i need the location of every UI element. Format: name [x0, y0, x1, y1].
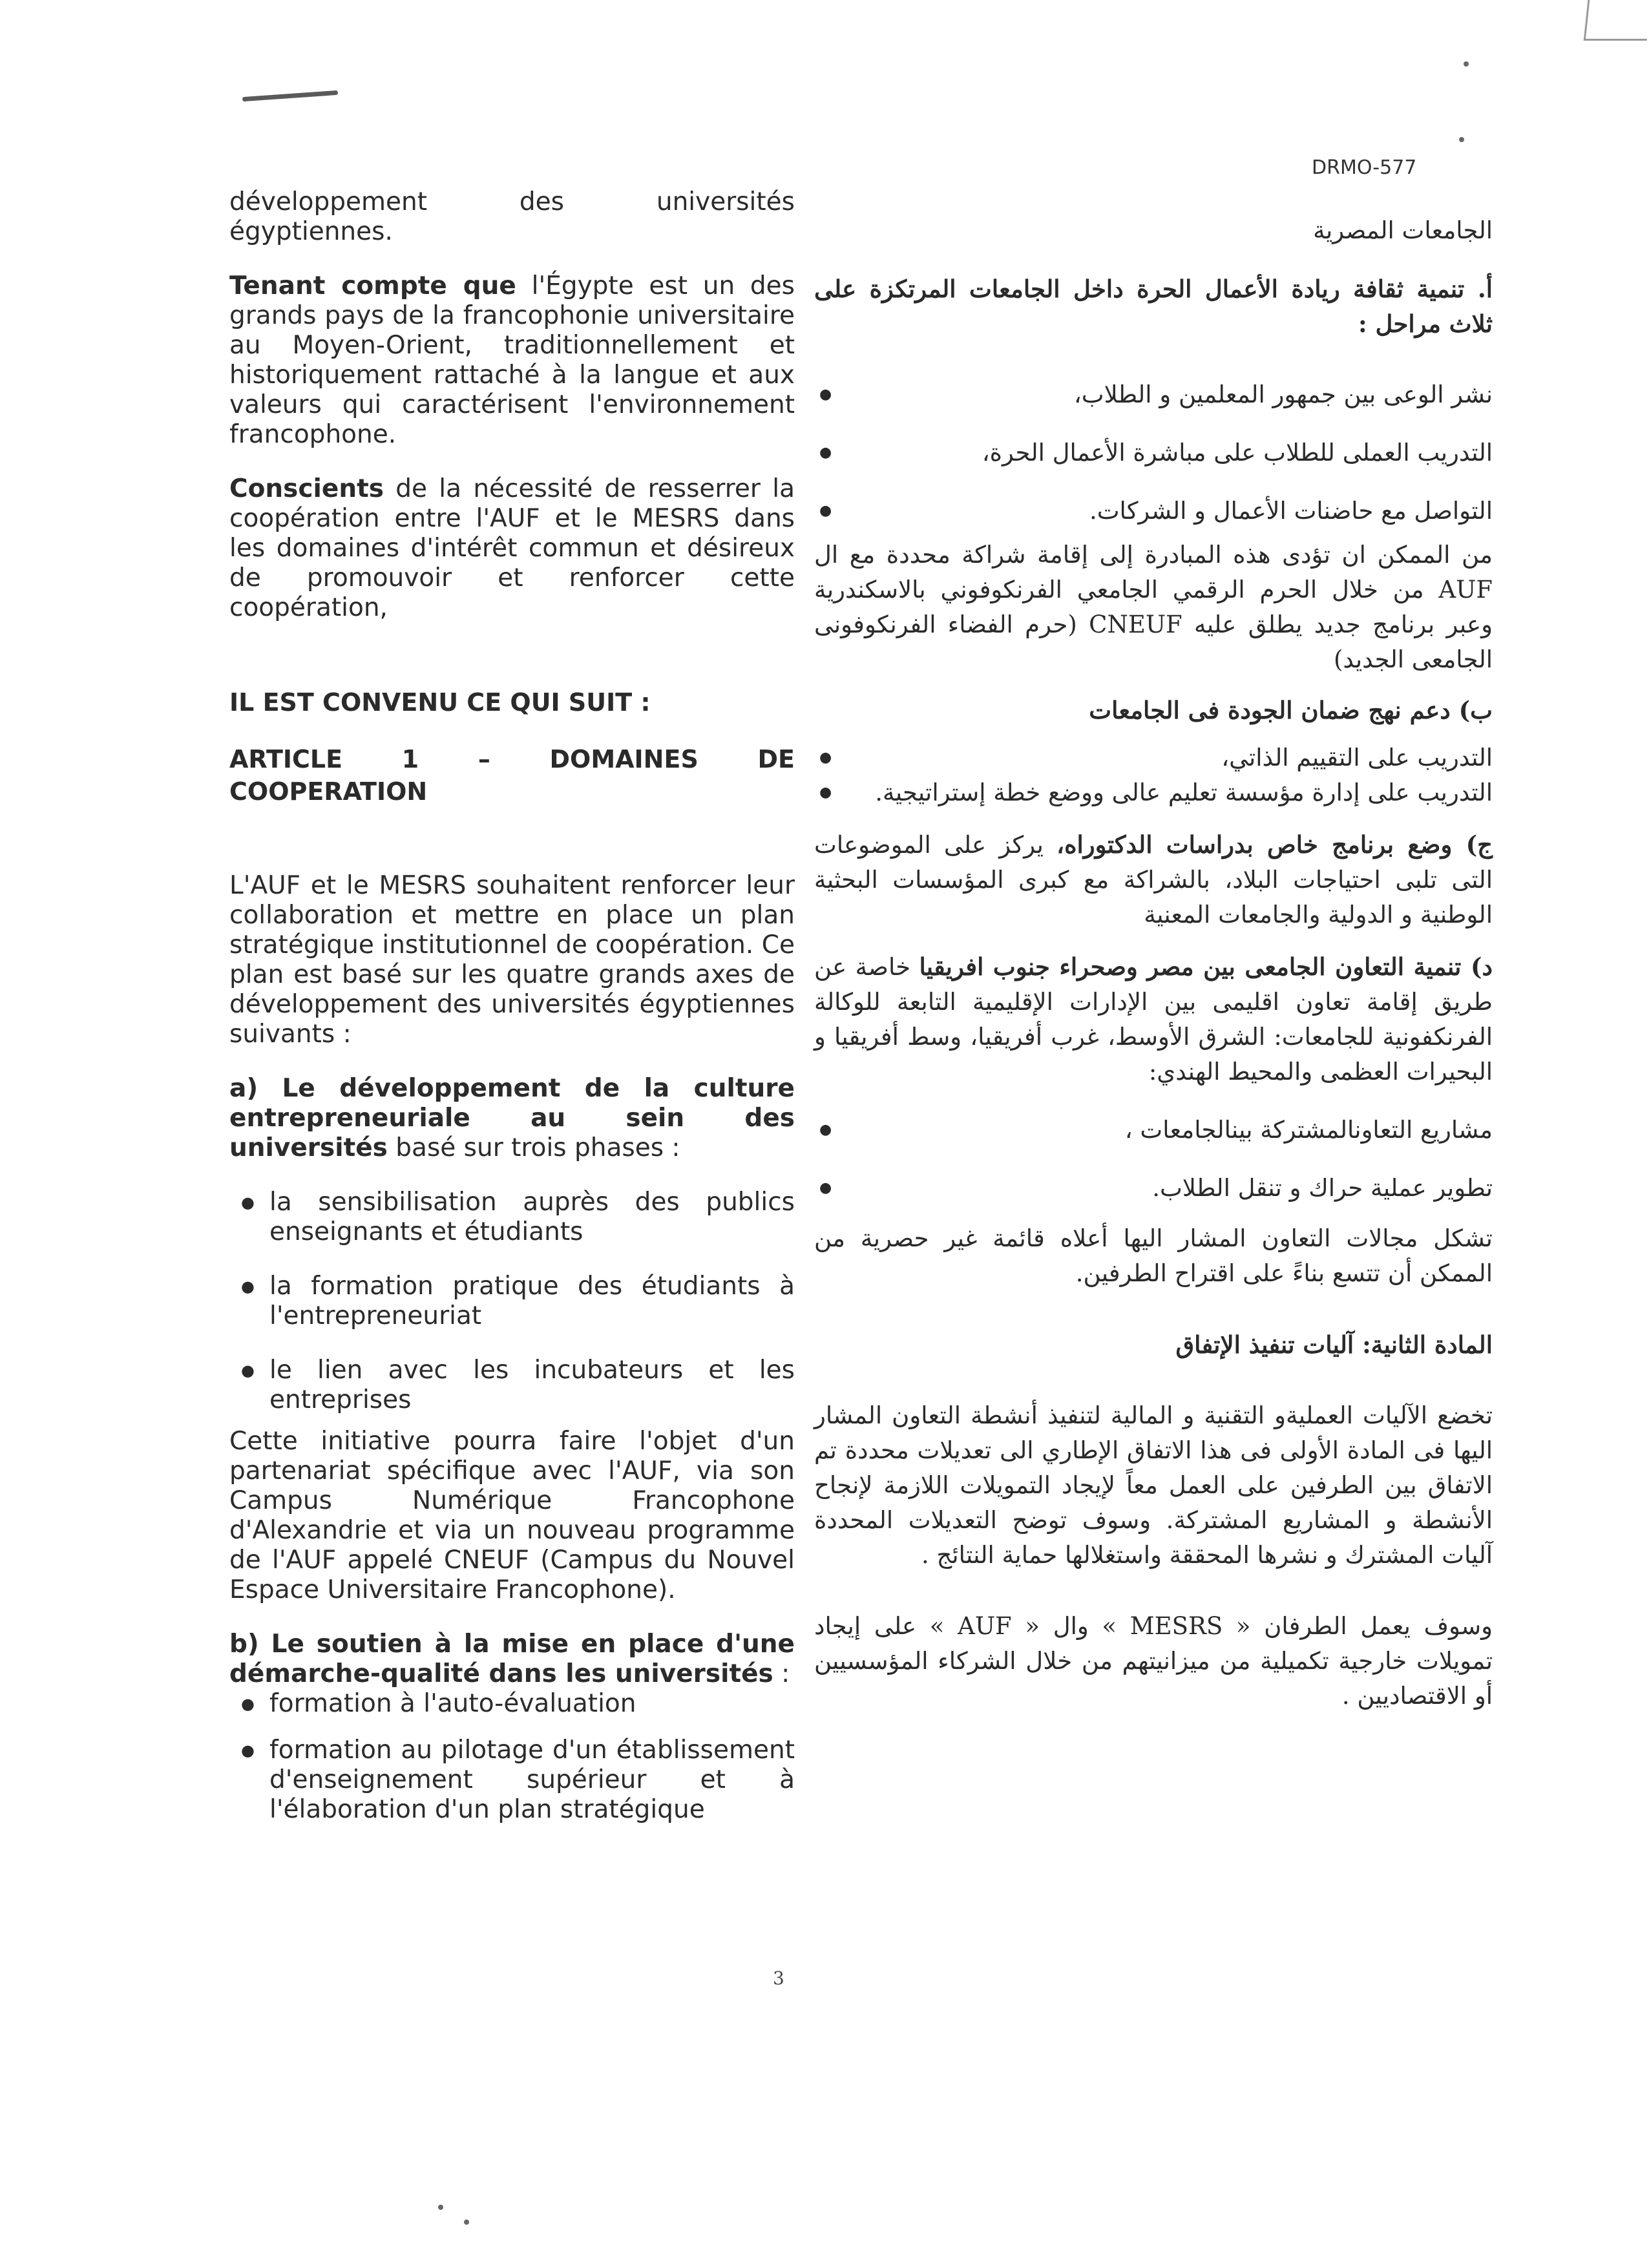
article-1-heading: ARTICLE 1 – DOMAINES DE	[229, 745, 795, 773]
axis-dal-paragraph: د) تنمية التعاون الجامعى بين مصر وصحراء جنوب افريقيا خاصة عن طريق إقامة تعاون اقليمى بين الإدارات الإقليمية التابعة للوكالة الفرنكفونية للجامعات: الشرق الأوسط، غرب أفريقيا، وسط أفريقيا و البحيرات العظمى والمحيط الهندي:	[814, 952, 1493, 1086]
list-item: ● le lien avec les incubateurs et les entreprises	[241, 1356, 795, 1414]
lead-phrase: Conscients	[229, 474, 384, 503]
page-number: 3	[773, 1968, 784, 1989]
scan-speck	[1464, 61, 1469, 67]
list-item: التدريب على إدارة مؤسسة تعليم عالى ووضع خطة إستراتيجية. ●	[819, 779, 1493, 806]
list-item: مشاريع التعاونالمشتركة بينالجامعات ، ●	[819, 1116, 1493, 1144]
scan-speck	[464, 2220, 469, 2225]
axis-a-heading: a) Le développement de la culture entrepreneuriale au sein des universités basé sur trois phases :	[229, 1074, 795, 1162]
list-item: نشر الوعى بين جمهور المعلمين و الطلاب، ●	[819, 381, 1493, 408]
list-item: ● formation à l'auto-évaluation	[241, 1689, 636, 1718]
article-1-heading-cont: COOPERATION	[229, 777, 428, 806]
list-item: ● la formation pratique des étudiants à l'entrepreneuriat	[241, 1272, 795, 1330]
scan-corner-shadow	[1584, 0, 1649, 41]
paragraph-mechanisms-ar: تخضع الآليات العمليةو التقنية و المالية لتنفيذ أنشطة التعاون المشار اليها فى المادة الأولى فى هذا الاتفاق الإطاري الى تعديلات محددة تم الاتفاق بين الطرفين على العمل معاً لإيجاد التمويلات اللازمة لإنجاح الأنشطة و المشاريع المشتركة. وسوف توضح التعديلات المحددة آليات المشترك و نشرها المحققة واستغلالها حماية النتائج .	[814, 1402, 1493, 1569]
paragraph-continuation-ar: الجامعات المصرية	[1313, 216, 1493, 244]
paragraph-initiative-ar: من الممكن ان تؤدى هذه المبادرة إلى إقامة شراكة محددة مع ال AUF من خلال الحرم الرقمي الجامعي الفرنكوفوني بالاسكندرية وعبر برنامج جديد يطلق عليه CNEUF (حرم الفضاء الفرنكوفونى الجامعى الجديد)	[814, 541, 1493, 673]
axis-alef-heading: أ. تنمية ثقافة ريادة الأعمال الحرة داخل الجامعات المرتكزة على ثلاث مراحل :	[814, 275, 1493, 338]
list-item: التدريب على التقييم الذاتي، ●	[819, 744, 1493, 772]
axis-ba-heading: ب) دعم نهج ضمان الجودة فى الجامعات	[1089, 696, 1493, 724]
french-column	[229, 187, 795, 1825]
paragraph-considering: Tenant compte que l'Égypte est un des grands pays de la francophonie universitaire au Moyen-Orient, traditionnellement et historiquement rattaché à la langue et aux valeurs qui caractérisent l'environnement francophone.	[229, 271, 795, 449]
arabic-column	[814, 213, 1493, 1714]
agreement-heading: IL EST CONVENU CE QUI SUIT :	[229, 688, 651, 717]
axis-jim-paragraph: ج) وضع برنامج خاص بدراسات الدكتوراه، يركز على الموضوعات التى تلبى احتياجات البلاد، بالشراكة مع كبرى المؤسسات البحثية الوطنية و الدولية والجامعات المعنية	[814, 830, 1493, 929]
list-item: ● la sensibilisation auprès des publics enseignants et étudiants	[241, 1188, 795, 1246]
paragraph-conscious: Conscients de la nécessité de resserrer la coopération entre l'AUF et le MESRS dans les domaines d'intérêt commun et désireux de promouvoir et renforcer cette coopération,	[229, 474, 795, 622]
paragraph-plan: L'AUF et le MESRS souhaitent renforcer leur collaboration et mettre en place un plan stratégique institutionnel de coopération. Ce plan est basé sur les quatre grands axes de développement des universités égyptiennes suivants :	[229, 871, 795, 1049]
paragraph-continuation: développement des universités égyptiennes.	[229, 187, 795, 246]
list-item: التدريب العملى للطلاب على مباشرة الأعمال الحرة، ●	[819, 439, 1493, 467]
paragraph-initiative: Cette initiative pourra faire l'objet d'un partenariat spécifique avec l'AUF, via son Campus Numérique Francophone d'Alexandrie et via un nouveau programme de l'AUF appelé CNEUF (Campus du Nouvel Espace Universitaire Francophone).	[229, 1427, 795, 1604]
paragraph-scope-ar: تشكل مجالات التعاون المشار اليها أعلاه قائمة غير حصرية من الممكن أن تتسع بناءً على اقتراح الطرفين.	[814, 1224, 1493, 1287]
paragraph-funding-ar: وسوف يعمل الطرفان « MESRS » وال « AUF » على إيجاد تمويلات خارجية تكميلية من ميزانيتهم من خلال الشركاء المؤسسيين أو الاقتصاديين .	[814, 1612, 1493, 1710]
scan-speck	[1459, 137, 1464, 142]
axis-b-heading: b) Le soutien à la mise en place d'une démarche-qualité dans les universités :	[229, 1630, 795, 1688]
article-2-heading: المادة الثانية: آليات تنفيذ الإتفاق	[1175, 1330, 1493, 1359]
list-item: ● formation au pilotage d'un établissement d'enseignement supérieur et à l'élaboration d'un plan stratégique	[241, 1736, 795, 1824]
lead-phrase: Tenant compte que	[229, 271, 516, 300]
list-item: تطوير عملية حراك و تنقل الطلاب. ●	[819, 1174, 1493, 1202]
scan-speck	[438, 2205, 443, 2210]
list-item: التواصل مع حاضنات الأعمال و الشركات. ●	[819, 497, 1493, 525]
document-reference: DRMO-577	[1312, 156, 1417, 179]
scan-pen-mark	[242, 90, 338, 101]
